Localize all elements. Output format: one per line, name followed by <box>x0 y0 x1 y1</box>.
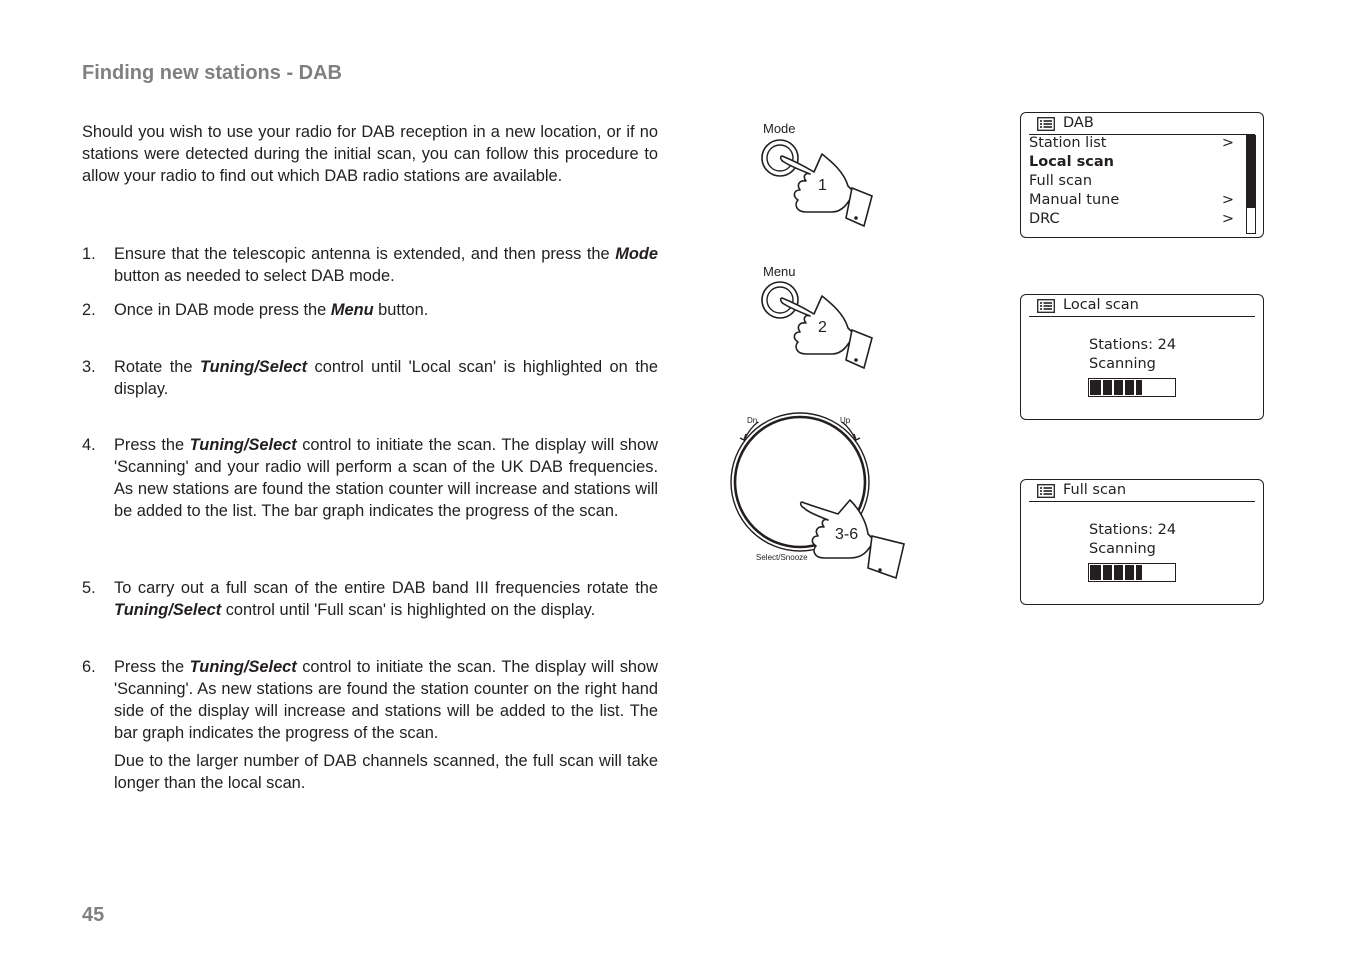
progress-segment-divider <box>1123 565 1125 580</box>
dial-down-label: Dn. <box>747 416 760 425</box>
display-header-title: DAB <box>1063 115 1094 131</box>
step-3: 3. Rotate the Tuning/Select control until 'Local scan' is highlighted on the display. <box>82 358 658 398</box>
dial-up-label: Up <box>840 416 851 425</box>
step-number: 5. <box>82 579 96 597</box>
mode-button-press-illustration <box>752 134 882 234</box>
progress-segment-divider <box>1112 380 1114 395</box>
step-2: 2. Once in DAB mode press the Menu button. <box>82 301 429 319</box>
scrollbar-thumb[interactable] <box>1247 136 1255 208</box>
progress-segment-divider <box>1123 380 1125 395</box>
step-1: 1. Ensure that the telescopic antenna is extended, and then press the Mode button as needed to select DAB mode. <box>82 245 658 285</box>
intro-paragraph: Should you wish to use your radio for DAB reception in a new location, or if no stations were detected during the initial scan, you can follow this procedure to allow your radio to find out which DAB radio stations are available. <box>82 123 658 185</box>
scan-status: Scanning <box>1089 356 1156 372</box>
dial-select-snooze-label: Select/Snooze <box>756 553 808 562</box>
scan-progress-bar <box>1088 563 1176 582</box>
tuning-dial-illustration <box>726 410 916 590</box>
step-number: 1. <box>82 245 96 263</box>
mode-term: Mode <box>615 245 658 263</box>
display-header-title: Local scan <box>1063 297 1139 313</box>
menu-list-icon <box>1037 117 1055 131</box>
station-count: Stations: 24 <box>1089 337 1177 353</box>
menu-button-label: Menu <box>763 264 796 279</box>
step-number: 3. <box>82 358 96 376</box>
cuff-icon <box>868 536 904 578</box>
progress-segment-divider <box>1134 380 1136 395</box>
tuning-select-term: Tuning/Select <box>199 358 308 376</box>
step-number: 2. <box>82 301 96 319</box>
menu-item-station-list[interactable]: Station list > <box>1029 135 1234 151</box>
display-header <box>1029 295 1255 317</box>
step-6: 6. Press the Tuning/Select control to initiate the scan. The display will show 'Scanning'. As new stations are found the station counter on the right hand side of the display will increase and stations will be added to the list. The bar graph indicates the progress of the scan. Due to the larger number of DAB channels scanned, the full scan will take longer than the local scan. <box>82 658 659 792</box>
display-header <box>1029 480 1255 502</box>
menu-scrollbar[interactable] <box>1246 135 1256 234</box>
scan-progress-bar <box>1088 378 1176 397</box>
tuning-select-term: Tuning/Select <box>189 436 297 454</box>
menu-list-icon <box>1037 484 1055 498</box>
step-2-marker: 2 <box>818 319 827 336</box>
step-4: 4. Press the Tuning/Select control to initiate the scan. The display will show 'Scanning' and your radio will perform a scan of the UK DAB frequencies. As new stations are found the station counter will increase and stations will be added to the list. The bar graph indicates the progress of the scan. <box>82 436 659 520</box>
progress-segment-divider <box>1134 565 1136 580</box>
scan-status: Scanning <box>1089 541 1156 557</box>
step-6-note: Due to the larger number of DAB channels scanned, the full scan will take longer than the local scan. <box>114 752 658 792</box>
page-title: Finding new stations - DAB <box>82 62 342 84</box>
tuning-select-term: Tuning/Select <box>189 658 297 676</box>
menu-item-local-scan[interactable]: Local scan <box>1029 154 1114 170</box>
menu-item-full-scan[interactable]: Full scan <box>1029 173 1093 189</box>
progress-segment-divider <box>1101 565 1103 580</box>
page-number: 45 <box>82 904 105 926</box>
tuning-select-term: Tuning/Select <box>114 601 222 619</box>
display-header <box>1029 113 1255 135</box>
menu-item-drc[interactable]: DRC > <box>1029 211 1234 227</box>
dab-menu-display <box>1020 112 1264 238</box>
progress-segment-divider <box>1112 565 1114 580</box>
step-5: 5. To carry out a full scan of the entire DAB band III frequencies rotate the Tuning/Select control until 'Full scan' is highlighted on the display. <box>82 579 658 619</box>
local-scan-display <box>1020 294 1264 420</box>
step-number: 6. <box>82 658 96 676</box>
menu-term: Menu <box>330 301 374 319</box>
station-count: Stations: 24 <box>1089 522 1177 538</box>
step-3-6-marker: 3-6 <box>835 526 859 543</box>
rotate-left-arrow-icon <box>744 422 758 440</box>
menu-list-icon <box>1037 299 1055 313</box>
step-number: 4. <box>82 436 96 454</box>
progress-segment-divider <box>1101 380 1103 395</box>
steps-list <box>82 243 658 794</box>
step-1-marker: 1 <box>818 177 827 194</box>
rotate-right-arrow-icon <box>842 422 856 440</box>
menu-item-manual-tune[interactable]: Manual tune > <box>1029 192 1234 208</box>
display-header-title: Full scan <box>1063 482 1127 498</box>
mode-button-label: Mode <box>763 121 796 136</box>
menu-button-press-illustration <box>752 276 882 376</box>
full-scan-display <box>1020 479 1264 605</box>
